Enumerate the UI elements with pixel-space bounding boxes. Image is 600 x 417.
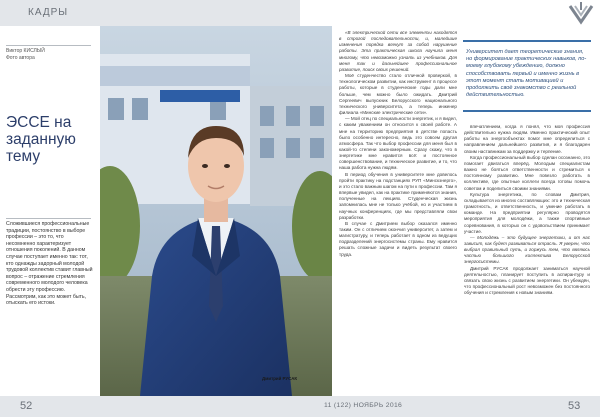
text-column-1 [339,30,457,392]
paragraph: впечатлением, когда я понял, что моя профессия действительно нужна людям. Именно практический опыт работы на энергообъектах помог мне определиться с направлением дальнейшего развития, и я благодарен своим наставникам за поддержку и терпение. [464,124,590,154]
section-label: КАДРЫ [28,7,69,18]
portrait-photo [100,26,332,396]
page-number-right: 53 [568,400,581,412]
header-bar-right [300,0,562,26]
left-column [0,26,96,396]
paragraph: — Мой отец по специальности энергетик, и я видел, с каким уважением он относится к своей работе. А мне на территорию предприятия в детстве попасть было особенно интересно, ведь это совсем другая атмосфера. Так что выбор профессии для меня был в какой-то степени закономерным. Сразу скажу, что в энергетике мне нравится всё: и постоянное совершенствование, и техническое развитие, и то, что наша работа нужна людям. [339,116,457,171]
paragraph: В период обучения в университете мне довелось пройти практику на подстанциях РУП «Минскэнерго», и это стало важным шагом на пути к профессии. Там я впервые увидел, как на практике применяются знания, полученные на лекциях. Студенческая жизнь запомнилась мне не только учёбой, но и участием в научных конференциях, где мы представляли свои разработки. [339,171,457,220]
publisher-logo-icon [566,2,596,26]
text-column-2 [464,124,590,392]
photographer-credit: Фото автора [6,54,35,61]
footer-bar-left [0,396,300,417]
paragraph: Культура энергетика, по словам Дмитрия, складывается из многих составляющих: это и техническая грамотность, и ответственность, и умение работать в команде. На предприятии регулярно проводятся мероприятия для молодёжи, а также спортивные соревнования, в которых он с удовольствием принимает участие. [464,191,590,234]
paragraph: Моё студенчество стало отличной проверкой, в технологическом развитии, как инструмент в процессе работы, которые в студенческие годы дали мне больше, чем можно было ожидать. Дмитрий Сергеевич выпускник Белорусского национального технического университета, а теперь инженер филиала «Минские электрические сети». [339,73,457,116]
portrait-illustration [100,26,332,396]
photo-caption: Дмитрий РУСАК [262,376,298,381]
credits-divider [6,45,91,46]
issue-label: 11 (122) НОЯБРЬ 2016 [324,402,403,409]
credits [6,48,94,61]
pull-quote-box [463,40,591,112]
paragraph: Дмитрий РУСАК продолжает заниматься научной деятельностью, планирует поступить в аспирантуру и связать свою жизнь с развитием энергетики. Он убеждён, что профессиональный рост невозможен без постоянного обучения и стремления к новым знаниям. [464,265,590,296]
paragraph: — Молодёжь – это будущее энергетики, и от нас зависит, как будет развиваться отрасль. Я уверен, что выбрал правильный путь, и горжусь тем, что являюсь частью большого коллектива Белорусской энергосистемы. [464,234,590,265]
pull-quote: Университет дает теоретические знания, но формирование практических навыков, по-моему глубокому убеждению, должно способствовать первый и именно жизнь в этот момент стать мотивацией и продолжить своё знакомство с реальной действительностью. [466,49,587,99]
lead-divider [6,218,91,219]
paragraph: Когда профессиональный выбор сделан осознанно, это помогает двигаться вперёд. Молодым специалистам важно не бояться ответственности и стремиться к постоянному развитию. Мне повезло работать в коллективе, где опытные коллеги всегда готовы помочь советом и поделиться своими знаниями. [464,154,590,191]
page-number-left: 52 [20,400,33,412]
paragraph: «В электрической сети все элементы находятся в строгой последовательности, и, малейшие изменения порядка влекут за собой нарушение работы. Эта практическая школа научила меня многому, что невозможно узнать из учебников. Для меня так и дальнейшее профессиональное развитие, поиск своих решений. [339,30,457,72]
article-lead: Сложившиеся профессиональные традиции, постоянство в выборе профессии – это то, что несомненно характеризует отношения поколений. В данном случае поступает именно так: тот, кто однажды задорный молодой трудовой коллектив ставит главный вопрос – отражение стремления современного молодого человека обрести эту профессию. Рассмотрим, как это может быть, отыскать его истоки. [6,221,93,307]
paragraph: В случае с Дмитрием выбор оказался именно таким. Он с отличием окончил университет, а затем и магистратуру, и теперь работает в одном из ведущих подразделений энергосистемы страны. Ему нравится решать сложные задачи и видеть результат своего труда. [339,220,457,257]
author-name: Виктор КИСЛЫЙ [6,48,45,54]
article-title: ЭССЕ на заданную тему [6,114,76,165]
